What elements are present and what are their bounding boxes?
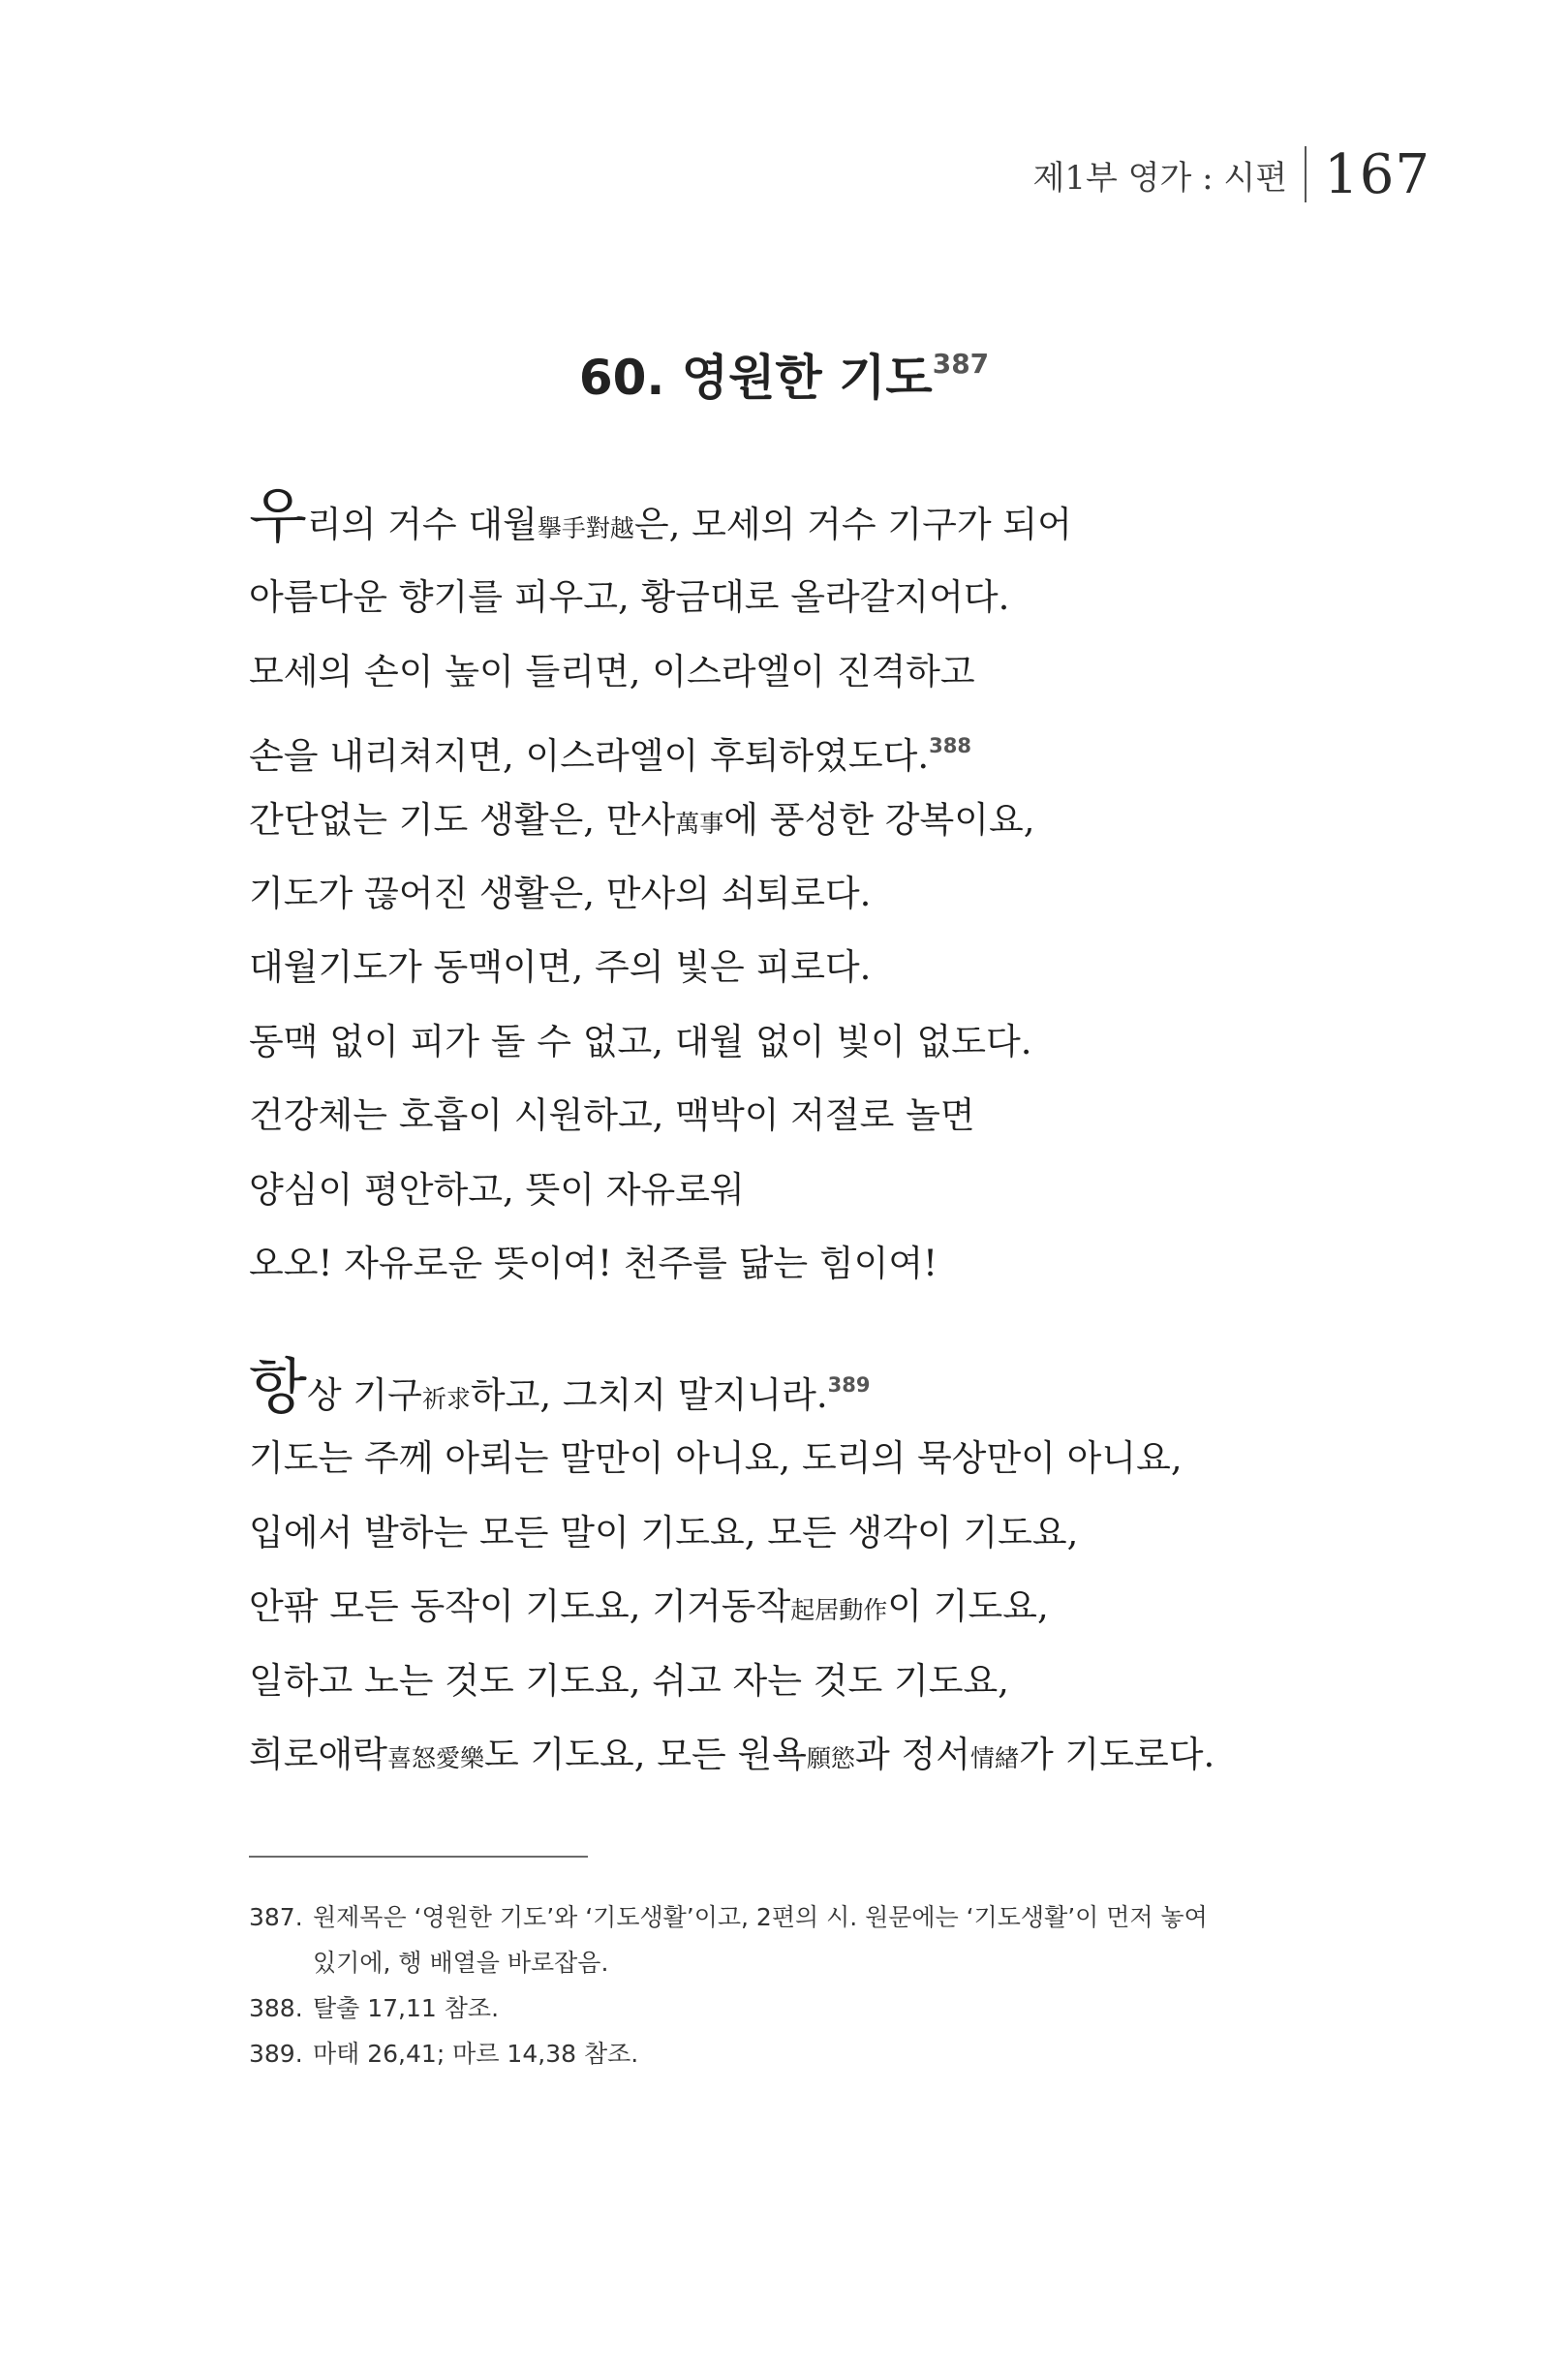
line-text: 희로애락 [249,1733,387,1775]
footnote-text: 탈출 17,11 참조. [313,1994,500,2022]
footnote-number: 388. [249,1994,303,2022]
footnote-text-line: 원제목은 ‘영원한 기도’와 ‘기도생활’이고, 2편의 시. 원문에는 ‘기도생활’이 먼저 놓여 [313,1903,1208,1931]
footnote-text: 마태 26,41; 마르 14,38 참조. [313,2040,639,2068]
line-text: 간단없는 기도 생활은, 만사 [249,798,676,841]
drop-cap: 우 [249,480,307,551]
poem-line [249,480,1411,561]
running-head [1032,142,1430,206]
poem-line: 동맥 없이 피가 돌 수 없고, 대월 없이 빛이 없도다. [249,1020,1032,1062]
poem-line: 오오! 자유로운 뜻이여! 천주를 닮는 힘이여! [249,1242,938,1284]
footnote-ref-389[interactable]: 389 [827,1373,871,1397]
footnote-number: 389. [249,2040,303,2068]
hanja-gloss: 情緖 [969,1743,1019,1772]
line-text: 손을 내리쳐지면, 이스라엘이 후퇴하였도다. [249,735,930,778]
stanza-1 [249,480,1411,1301]
footnote-separator [249,1856,588,1858]
footnote-text [313,1894,1334,1985]
poem-line: 일하고 노는 것도 기도요, 쉬고 자는 것도 기도요, [249,1659,1009,1702]
line-text: 하고, 그치지 말지니라. [470,1374,828,1416]
line-text: 은, 모세의 거수 기구가 되어 [633,504,1072,545]
line-text: 에 풍성한 강복이요, [723,798,1035,841]
footnote-389 [249,2031,1334,2076]
poem-line [249,1718,1411,1792]
footnote-388 [249,1985,1334,2031]
hanja-gloss: 起居動作 [790,1596,888,1625]
hanja-gloss: 萬事 [675,809,724,838]
poem-line: 기도는 주께 아뢰는 말만이 아니요, 도리의 묵상만이 아니요, [249,1437,1183,1480]
poem-line: 양심이 평안하고, 뜻이 자유로워 [249,1168,745,1211]
running-head-section: 제1부 영가 : 시편 [1032,158,1288,198]
hanja-gloss: 祈求 [421,1385,471,1413]
line-text: 상 기구 [306,1374,422,1416]
poem-line [249,709,1411,783]
drop-cap: 항 [249,1351,307,1422]
footnote-number: 387. [249,1903,303,1931]
hanja-gloss: 願慾 [806,1743,855,1772]
poem-line: 아름다운 향기를 피우고, 황금대로 올라갈지어다. [249,576,1010,619]
footnotes [249,1894,1334,2076]
line-text: 가 기도로다. [1019,1733,1215,1775]
running-head-divider [1305,146,1307,202]
stanza-2 [249,1348,1411,1792]
footnote-387 [249,1894,1334,1985]
line-text: 과 정서 [854,1733,970,1775]
poem-line [249,1570,1411,1644]
poem-line [249,784,1411,857]
footnote-text-line: 있기에, 행 배열을 바로잡음. [313,1949,609,1977]
poem-title-text: 60. 영원한 기도 [578,350,933,406]
poem-line: 기도가 끊어진 생활은, 만사의 쇠퇴로다. [249,872,872,914]
poem-line: 모세의 손이 높이 들리면, 이스라엘이 진격하고 [249,650,975,692]
hanja-gloss: 喜怒愛樂 [386,1743,484,1772]
poem-line: 입에서 발하는 모든 말이 기도요, 모든 생각이 기도요, [249,1511,1079,1553]
line-text: 도 기도요, 모든 원욕 [483,1733,807,1775]
page-number: 167 [1324,142,1430,206]
footnote-ref-387[interactable]: 387 [932,348,990,380]
poem-line: 건강체는 호흡이 시원하고, 맥박이 저절로 놀면 [249,1094,975,1137]
poem-line: 대월기도가 동맥이면, 주의 빛은 피로다. [249,946,872,989]
poem-title [0,339,1568,409]
footnote-ref-388[interactable]: 388 [929,734,972,758]
line-text: 이 기도요, [887,1585,1049,1628]
hanja-gloss: 擧手對越 [537,514,634,542]
line-text: 리의 거수 대월 [306,504,538,545]
line-text: 안팎 모든 동작이 기도요, 기거동작 [249,1585,791,1628]
poem-line [249,1348,1411,1422]
